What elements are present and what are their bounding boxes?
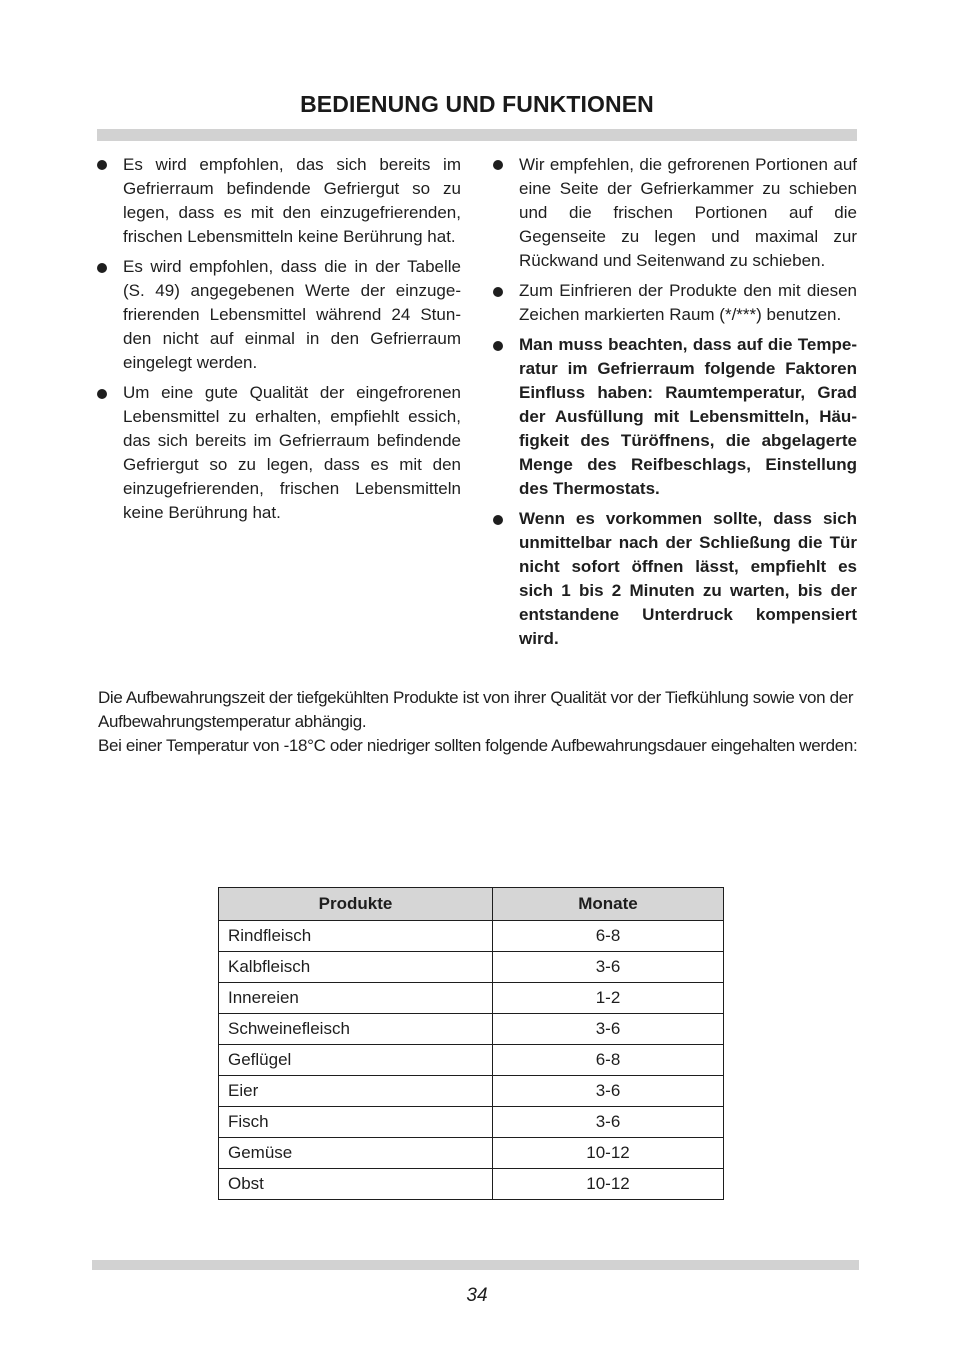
months-cell: 10-12	[493, 1169, 724, 1200]
months-cell: 6-8	[493, 1045, 724, 1076]
column-header-products: Produkte	[219, 888, 493, 921]
bullet-dot-icon	[97, 263, 107, 273]
table-row	[219, 952, 724, 983]
bullet-text: Man muss beachten, dass auf die Temperatur im Gefrierraum folgende Faktoren Einfluss haben: Raumtemperatur, Grad der Ausfüllung mit Lebensmitteln, Häufigkeit des Türöffnens, die abgelagerte Menge des Reifbeschlags, Einstellung des Thermostats.	[519, 335, 857, 498]
product-cell: Schweinefleisch	[219, 1014, 493, 1045]
bullet-item	[97, 381, 461, 525]
months-cell: 3-6	[493, 952, 724, 983]
page-title: BEDIENUNG UND FUNKTIONEN	[300, 91, 654, 117]
bullet-dot-icon	[97, 389, 107, 399]
bullet-dot-icon	[493, 160, 503, 170]
months-cell: 3-6	[493, 1014, 724, 1045]
bullet-text: Es wird empfohlen, dass die in der Tabelle (S. 49) angegebenen Werte der einzugefrierenden Lebensmittel während 24 Stunden nicht auf einmal in den Gefrierraum eingelegt werden.	[123, 257, 461, 372]
bullet-text: Es wird empfohlen, das sich bereits im Gefrierraum befindende Gefriergut so zu legen, dass es mit den einzugefrierenden, frischen Lebensmitteln keine Berührung hat.	[123, 155, 461, 246]
bullet-item	[493, 152, 857, 273]
left-column	[97, 152, 461, 531]
storage-time-table	[218, 887, 724, 1200]
product-cell: Kalbfleisch	[219, 952, 493, 983]
product-cell: Fisch	[219, 1107, 493, 1138]
table-row	[219, 1045, 724, 1076]
header-divider	[97, 129, 857, 141]
months-cell: 3-6	[493, 1107, 724, 1138]
table-row	[219, 1076, 724, 1107]
bullet-text: Wenn es vorkommen sollte, dass sich unmittelbar nach der Schließung die Tür nicht sofort öffnen lässt, empfiehlt es sich 1 bis 2 Minuten zu warten, bis der entstandene Unterdruck kompensiert wird.	[519, 509, 857, 648]
product-cell: Gemüse	[219, 1138, 493, 1169]
bullet-item-bold	[493, 507, 857, 651]
bullet-text: Um eine gute Qualität der eingefrorenen Lebensmittel zu erhalten, empfiehlt essich, das sich bereits im Gefrierraum befindende Gefriergut so zu legen, dass es mit den einzugefrierenden, frischen Lebensmitteln keine Berührung hat.	[123, 383, 461, 522]
months-cell: 3-6	[493, 1076, 724, 1107]
months-cell: 1-2	[493, 983, 724, 1014]
table-row	[219, 983, 724, 1014]
page-number: 34	[466, 1285, 488, 1306]
bullet-dot-icon	[493, 515, 503, 525]
bullet-text: Zum Einfrieren der Produkte den mit diesen Zeichen markierten Raum (*/***) benutzen.	[519, 281, 857, 324]
table-row	[219, 921, 724, 952]
bullet-item	[97, 255, 461, 375]
bullet-dot-icon	[493, 341, 503, 351]
footer-divider	[92, 1260, 859, 1270]
right-column	[493, 152, 857, 657]
product-cell: Eier	[219, 1076, 493, 1107]
product-cell: Obst	[219, 1169, 493, 1200]
intro-paragraph: Die Aufbewahrungszeit der tiefgekühlten Produkte ist von ihrer Qualität vor der Tiefkühlung sowie von der Aufbewahrungstemperatur abhängig.	[98, 688, 854, 731]
bullet-dot-icon	[97, 160, 107, 170]
months-cell: 6-8	[493, 921, 724, 952]
table-row	[219, 1138, 724, 1169]
table-row	[219, 1169, 724, 1200]
months-cell: 10-12	[493, 1138, 724, 1169]
bullet-dot-icon	[493, 287, 503, 297]
product-cell: Innereien	[219, 983, 493, 1014]
bullet-item-bold	[493, 333, 857, 501]
bullet-item	[493, 279, 857, 327]
bullet-item	[97, 152, 461, 249]
table-row	[219, 1014, 724, 1045]
column-header-months: Monate	[493, 888, 724, 921]
intro-paragraph: Bei einer Temperatur von -18°C oder niedriger sollten folgende Aufbewahrungsdauer eingehalten werden:	[98, 736, 858, 755]
table-row	[219, 1107, 724, 1138]
intro-text	[98, 686, 860, 758]
product-cell: Geflügel	[219, 1045, 493, 1076]
product-cell: Rindfleisch	[219, 921, 493, 952]
table-header-row	[219, 888, 724, 921]
bullet-text: Wir empfehlen, die gefrorenen Portionen auf eine Seite der Gefrierkammer zu schieben und die frischen Portionen auf die Gegenseite zu legen und maximal zur Rückwand und Seitenwand zu schieben.	[519, 155, 857, 270]
